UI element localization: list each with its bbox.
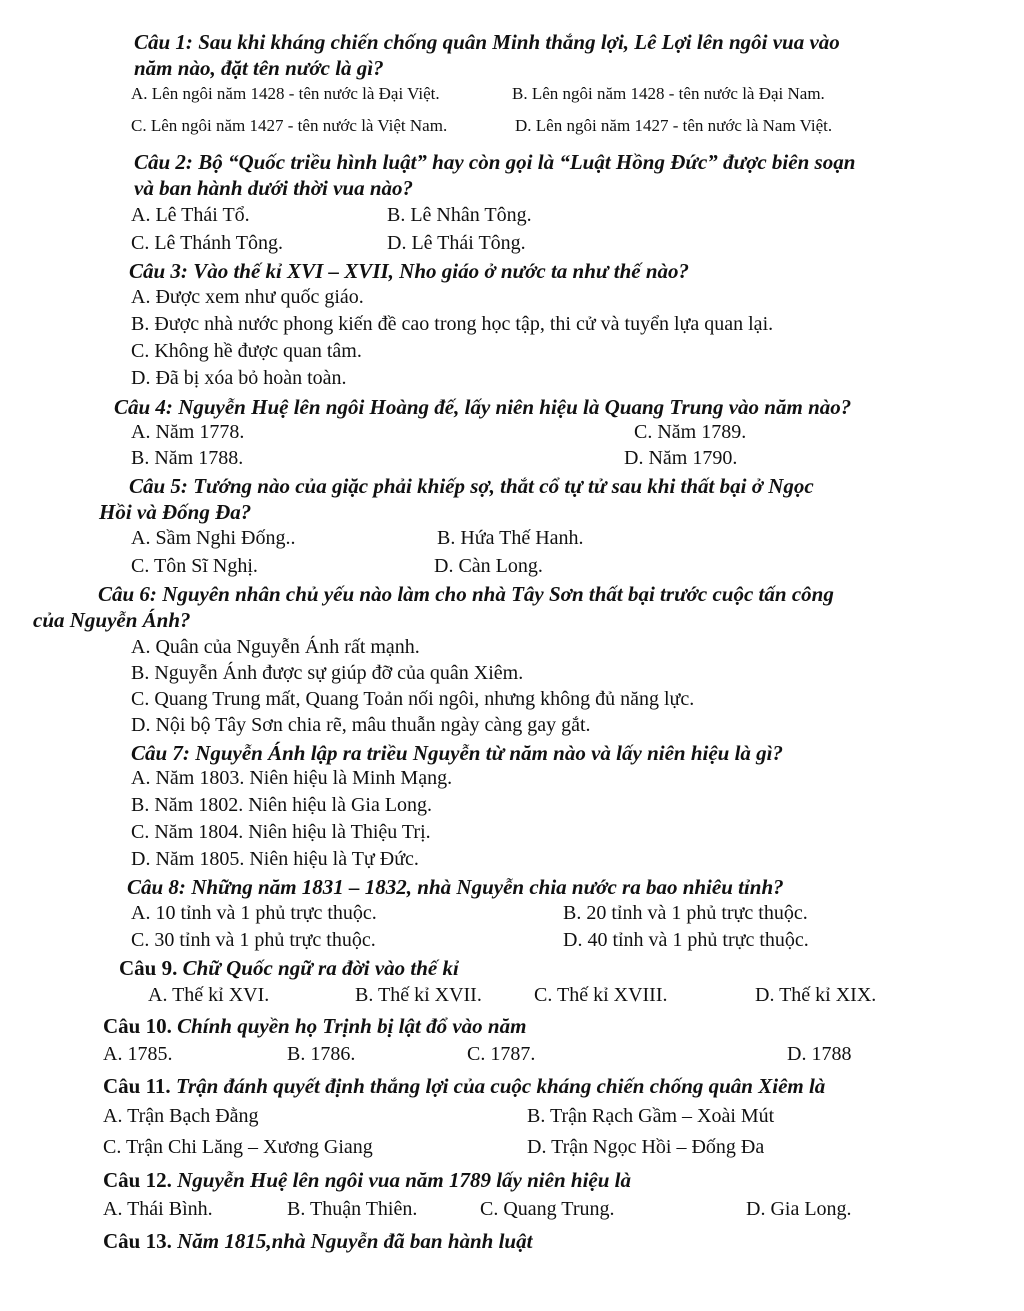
- answer-option: A. Năm 1803. Niên hiệu là Minh Mạng.: [131, 767, 453, 789]
- answer-option: A. Sầm Nghi Đống..: [131, 527, 296, 549]
- question-text: Trận đánh quyết định thắng lợi của cuộc kháng chiến chống quân Xiêm là: [175, 1074, 826, 1098]
- answer-option: C. Quang Trung.: [480, 1198, 615, 1220]
- question-number: Câu 2:: [134, 150, 193, 174]
- answer-option: B. Thuận Thiên.: [287, 1198, 418, 1220]
- answer-option: A. Thái Bình.: [103, 1198, 213, 1220]
- answer-option: C. 30 tỉnh và 1 phủ trực thuộc.: [131, 929, 376, 951]
- question-9: [119, 956, 459, 981]
- question-7: [131, 741, 783, 766]
- answer-option: D. Thế kỉ XIX.: [755, 984, 877, 1006]
- answer-option: D. Lê Thái Tông.: [387, 232, 526, 254]
- question-number: Câu 3:: [129, 259, 188, 283]
- answer-option: A. Quân của Nguyễn Ánh rất mạnh.: [131, 636, 420, 658]
- answer-option: A. 1785.: [103, 1043, 173, 1065]
- answer-option: C. 1787.: [467, 1043, 536, 1065]
- answer-option: B. Được nhà nước phong kiến đề cao trong học tập, thi cử và tuyển lựa quan lại.: [131, 313, 774, 335]
- answer-option: C. Lê Thánh Tông.: [131, 232, 284, 254]
- question-13: [103, 1229, 532, 1254]
- question-text: Chính quyền họ Trịnh bị lật đổ vào năm: [177, 1014, 527, 1038]
- answer-option: D. Gia Long.: [746, 1198, 852, 1220]
- question-6: [98, 582, 834, 607]
- question-text: Những năm 1831 – 1832, nhà Nguyễn chia nước ra bao nhiêu tỉnh?: [191, 875, 784, 899]
- answer-option: C. Quang Trung mất, Quang Toản nối ngôi, nhưng không đủ năng lực.: [131, 688, 695, 710]
- answer-option: D. Năm 1805. Niên hiệu là Tự Đức.: [131, 848, 419, 870]
- question-number: Câu 5:: [129, 474, 188, 498]
- answer-option: B. Trận Rạch Gầm – Xoài Mút: [527, 1105, 775, 1127]
- answer-option: C. Tôn Sĩ Nghị.: [131, 555, 258, 577]
- answer-option: B. 1786.: [287, 1043, 356, 1065]
- question-number: Câu 13.: [103, 1229, 172, 1253]
- question-text: Sau khi kháng chiến chống quân Minh thắng lợi, Lê Lợi lên ngôi vua vào: [198, 30, 840, 54]
- question-text: Nguyễn Huệ lên ngôi vua năm 1789 lấy niên hiệu là: [177, 1168, 631, 1192]
- answer-option: D. Năm 1790.: [624, 447, 738, 469]
- answer-option: A. Thế kỉ XVI.: [148, 984, 270, 1006]
- question-text: Năm 1815,nhà Nguyễn đã ban hành luật: [177, 1229, 533, 1253]
- question-3: [129, 259, 689, 284]
- question-10: [103, 1014, 526, 1039]
- question-5-line-2: Hồi và Đống Đa?: [99, 500, 252, 524]
- answer-option: B. Hứa Thế Hanh.: [437, 527, 584, 549]
- question-6-line-2: của Nguyễn Ánh?: [33, 608, 191, 632]
- question-5: [129, 474, 814, 499]
- question-8: [127, 875, 784, 900]
- question-2: [134, 150, 855, 175]
- question-2-line-2: và ban hành dưới thời vua nào?: [134, 176, 414, 200]
- question-12: [103, 1168, 631, 1193]
- answer-option: B. Nguyễn Ánh được sự giúp đỡ của quân Xiêm.: [131, 662, 524, 684]
- question-text: Bộ “Quốc triều hình luật” hay còn gọi là “Luật Hồng Đức” được biên soạn: [198, 150, 856, 174]
- answer-option: A. Lên ngôi năm 1428 - tên nước là Đại Việt.: [131, 84, 440, 103]
- answer-option: B. Năm 1802. Niên hiệu là Gia Long.: [131, 794, 433, 816]
- answer-option: C. Trận Chi Lăng – Xương Giang: [103, 1136, 373, 1158]
- answer-option: D. Lên ngôi năm 1427 - tên nước là Nam Việt.: [515, 116, 833, 135]
- question-1-line-2: năm nào, đặt tên nước là gì?: [134, 56, 384, 80]
- question-number: Câu 7:: [131, 741, 190, 765]
- question-text: Vào thế kỉ XVI – XVII, Nho giáo ở nước ta như thế nào?: [193, 259, 689, 283]
- answer-option: C. Lên ngôi năm 1427 - tên nước là Việt Nam.: [131, 116, 448, 135]
- answer-option: D. Nội bộ Tây Sơn chia rẽ, mâu thuẫn ngày càng gay gắt.: [131, 714, 591, 736]
- question-1: [134, 30, 840, 55]
- answer-option: D. 40 tỉnh và 1 phủ trực thuộc.: [563, 929, 809, 951]
- answer-option: D. Đã bị xóa bỏ hoàn toàn.: [131, 367, 347, 389]
- answer-option: D. Càn Long.: [434, 555, 543, 577]
- question-text: Chữ Quốc ngữ ra đời vào thế kỉ: [182, 956, 459, 980]
- answer-option: C. Thế kỉ XVIII.: [534, 984, 668, 1006]
- question-number: Câu 11.: [103, 1074, 171, 1098]
- answer-option: C. Không hề được quan tâm.: [131, 340, 362, 362]
- answer-option: A. Lê Thái Tổ.: [131, 204, 250, 226]
- answer-option: A. Năm 1778.: [131, 421, 245, 443]
- question-text: Nguyễn Huệ lên ngôi Hoàng đế, lấy niên hiệu là Quang Trung vào năm nào?: [178, 395, 852, 419]
- answer-option: D. Trận Ngọc Hồi – Đống Đa: [527, 1136, 765, 1158]
- answer-option: B. 20 tỉnh và 1 phủ trực thuộc.: [563, 902, 808, 924]
- answer-option: B. Lên ngôi năm 1428 - tên nước là Đại Nam.: [512, 84, 825, 103]
- question-number: Câu 10.: [103, 1014, 172, 1038]
- question-4: [114, 395, 851, 420]
- answer-option: A. 10 tỉnh và 1 phủ trực thuộc.: [131, 902, 377, 924]
- question-number: Câu 4:: [114, 395, 173, 419]
- question-text: Nguyễn Ánh lập ra triều Nguyễn từ năm nào và lấy niên hiệu là gì?: [195, 741, 784, 765]
- answer-option: C. Năm 1804. Niên hiệu là Thiệu Trị.: [131, 821, 431, 843]
- question-11: [103, 1074, 825, 1099]
- answer-option: A. Trận Bạch Đằng: [103, 1105, 259, 1127]
- answer-option: B. Năm 1788.: [131, 447, 244, 469]
- question-number: Câu 1:: [134, 30, 193, 54]
- answer-option: B. Lê Nhân Tông.: [387, 204, 532, 226]
- question-number: Câu 9.: [119, 956, 178, 980]
- answer-option: D. 1788: [787, 1043, 852, 1065]
- answer-option: C. Năm 1789.: [634, 421, 747, 443]
- question-text: Nguyên nhân chủ yếu nào làm cho nhà Tây Sơn thất bại trước cuộc tấn công: [162, 582, 834, 606]
- question-number: Câu 6:: [98, 582, 157, 606]
- question-number: Câu 12.: [103, 1168, 172, 1192]
- answer-option: B. Thế kỉ XVII.: [355, 984, 482, 1006]
- question-text: Tướng nào của giặc phải khiếp sợ, thắt cổ tự tử sau khi thất bại ở Ngọc: [193, 474, 814, 498]
- answer-option: A. Được xem như quốc giáo.: [131, 286, 364, 308]
- question-number: Câu 8:: [127, 875, 186, 899]
